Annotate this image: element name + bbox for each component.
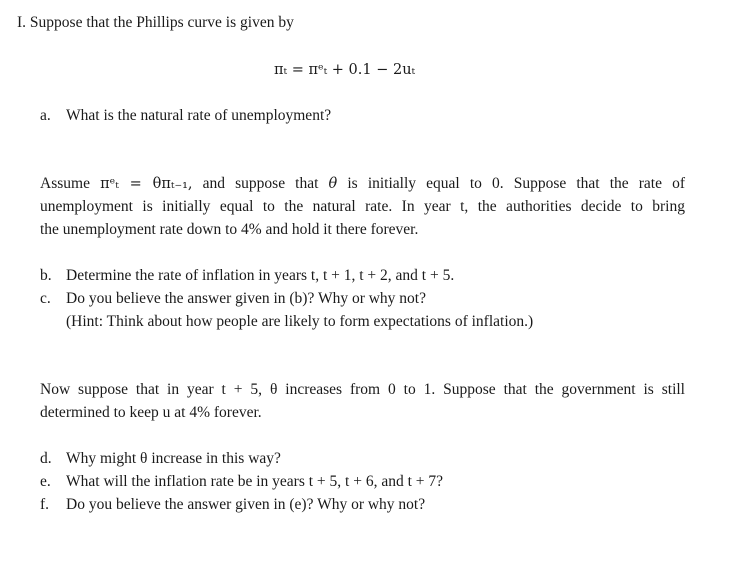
question-d [40,450,281,468]
theta-symbol: θ [328,176,338,192]
assumption-2-line-1: Now suppose that in year t + 5, θ increases from 0 to 1. Suppose that the government is still [40,381,685,398]
question-d-text: Why might θ increase in this way? [66,450,281,467]
question-e [40,473,443,491]
assumption-2-line-2: determined to keep u at 4% forever. [40,404,262,421]
assumption-1-line-3: the unemployment rate down to 4% and hold it there forever. [40,221,419,238]
intro-text: I. Suppose that the Phillips curve is given by [17,14,294,31]
assumption-1-line-2: unemployment is initially equal to the natural rate. In year t, the authorities decide to bring [40,198,685,215]
question-c-hint: (Hint: Think about how people are likely to form expectations of inflation.) [66,313,534,330]
question-c [40,290,426,308]
question-b [40,267,454,285]
question-a [40,107,331,125]
question-c-marker: c. [40,290,51,307]
question-f [40,496,425,514]
question-f-text: Do you believe the answer given in (e)? Why or why not? [66,496,426,513]
question-d-marker: d. [40,450,52,467]
question-e-marker: e. [40,473,51,490]
question-a-marker: a. [40,107,51,124]
question-b-marker: b. [40,267,52,284]
question-b-text: Determine the rate of inflation in years t, t + 1, t + 2, and t + 5. [66,267,455,284]
phillips-curve-equation: πₜ = πᵉₜ + 0.1 − 2uₜ [274,62,416,78]
question-f-marker: f. [40,496,50,513]
assumption-1-line-1: Assume πᵉₜ = θπₜ₋₁, and suppose that θ is initially equal to 0. Suppose that the rate of [40,175,685,192]
question-e-text: What will the inflation rate be in years t + 5, t + 6, and t + 7? [66,473,444,490]
question-c-text: Do you believe the answer given in (b)? Why or why not? [66,290,426,307]
question-a-text: What is the natural rate of unemployment? [66,107,332,124]
expectation-equation: πᵉₜ = θπₜ₋₁, [100,176,193,192]
